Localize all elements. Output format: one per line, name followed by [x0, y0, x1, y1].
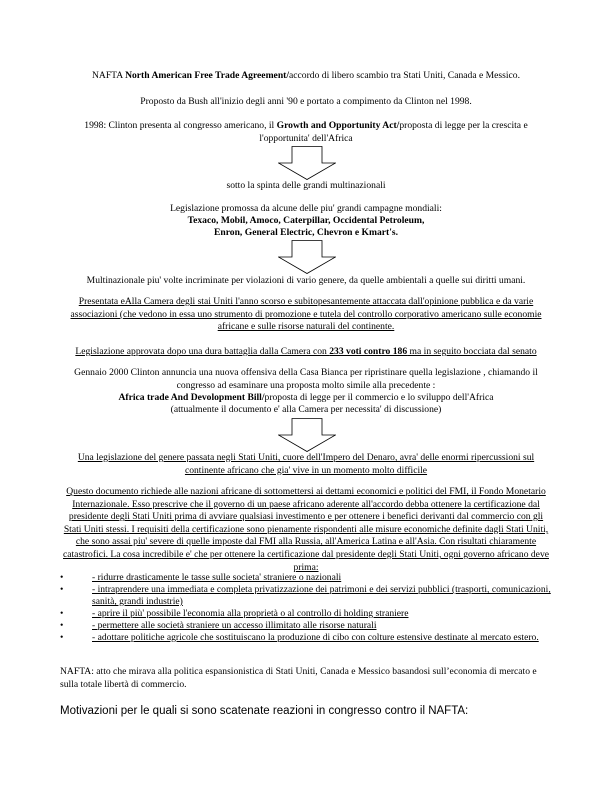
nafta-prefix: NAFTA	[91, 70, 126, 81]
growth-opportunity-act: Growth and Opportunity Act/	[276, 120, 400, 131]
bullet-icon: •	[60, 620, 64, 631]
legislazione-genere-paragraph: Una legislazione del genere passata negli Stati Uniti, cuore dell'Impero del Denaro, avra' delle enormi ripercussioni sul continente africano che gia' vive in un momento molto difficile	[77, 452, 535, 476]
approvata-suffix: ma in seguito bocciata dal senato	[407, 346, 537, 357]
nafta-heading	[60, 70, 552, 83]
list-item-text: - ridurre drasticamente le tasse sulle societa' straniere o nazionali	[92, 572, 342, 583]
legislazione-intro: Legislazione promossa da alcune delle piu' grandi campagne mondiali:	[170, 203, 442, 214]
nafta-description: accordo di libero scambio tra Stati Uniti, Canada e Messico.	[289, 70, 521, 81]
votes-count: 233 voti contro 186	[329, 346, 408, 357]
down-arrow-icon	[278, 146, 336, 180]
list-item	[60, 608, 552, 620]
list-item	[60, 584, 552, 608]
africa-trade-bill-desc: proposta di legge per il commercio e lo sviluppo dell'Africa	[264, 392, 494, 403]
nafta-definition: NAFTA: atto che mirava alla politica espansionistica di Stati Uniti, Canada e Messico basandosi sull’economia di mercato e sulla totale libertà di commercio.	[60, 666, 537, 690]
nafta-full-name: North American Free Trade Agreement/	[125, 70, 290, 81]
companies-line-2: Enron, General Electric, Chevron e Kmart's.	[213, 227, 399, 238]
list-item-text: - adottare politiche agricole che sostituiscano la produzione di cibo con colture estensive destinate al mercato estero.	[92, 632, 539, 643]
presentata-paragraph: Presentata eAlla Camera degli stai Uniti l'anno scorso e subitopesantemente attaccata dall'opinione pubblica e da varie associazioni (che vedono in essa uno strumento di promozione e tutela del controllo corporativo americano sulle economie africane e sulle risorse naturali del continente.	[70, 296, 542, 333]
list-item-text: - permettere alle società straniere un accesso illimitato alle risorse naturali	[92, 620, 377, 631]
down-arrow-icon	[278, 240, 336, 274]
clinton-1998-suffix: proposta di legge per la crescita e l'opportunita' dell'Africa	[259, 120, 528, 144]
list-item	[60, 620, 552, 632]
list-item-text: - intraprendere una immediata e completa privatizzazione dei patrimoni e dei servizi pubblici (trasporti, comunicazioni, sanità, grandi industrie)	[92, 584, 551, 607]
bullet-icon: •	[60, 608, 64, 619]
gennaio-2000-line-1: Gennaio 2000 Clinton annuncia una nuova offensiva della Casa Bianca per ripristinare quella legislazione , chiamando il congresso ad esaminare una proposta molto simile alla precedente :	[74, 367, 538, 391]
bullet-icon: •	[60, 572, 64, 583]
spinta-text: sotto la spinta delle grandi multinazionali	[226, 180, 386, 191]
requirements-list	[60, 572, 552, 644]
list-item	[60, 632, 552, 644]
motivazioni-heading: Motivazioni per le quali si sono scatenate reazioni in congresso contro il NAFTA:	[60, 705, 469, 717]
companies-line-1: Texaco, Mobil, Amoco, Caterpillar, Occidental Petroleum,	[187, 215, 425, 226]
down-arrow-icon	[278, 418, 336, 452]
gennaio-2000-line-2	[60, 392, 552, 405]
clinton-1998-paragraph	[60, 120, 552, 145]
bullet-icon: •	[60, 584, 64, 595]
bush-paragraph: Proposto da Bush all'inizio degli anni '90 e portato a compimento da Clinton nel 1998.	[140, 96, 472, 107]
approvata-prefix: Legislazione approvata dopo una dura battaglia dalla Camera con	[75, 346, 330, 357]
gennaio-2000-line-3: (attualmente il documento e' alla Camera per necessita' di discussione)	[170, 404, 442, 415]
clinton-1998-prefix: 1998: Clinton presenta al congresso americano, il	[84, 120, 277, 131]
multinazionale-text: Multinazionale piu' volte incriminate per violazioni di vario genere, da quelle ambientali a quelle sui diritti umani.	[86, 275, 526, 286]
documento-paragraph: Questo documento richiede alle nazioni africane di sottomettersi ai dettami economici e politici del FMI, il Fondo Monetario Internazionale. Esso prescrive che il governo di un paese africano aderente all'accordo debba ottenere la certificazione dal presidente degli Stati Uniti prima di avviare qualsiasi investimento e per ottenere i benefici derivanti dal commercio con gli Stati Uniti stessi. I requisiti della certificazione sono pienamente rispondenti alle misure economiche definite dagli Stati Uniti, che sono assai piu' severe di quelle imposte dal FMI alla Russia, all'America Latina e all'Asia. Con risultati chiaramente catastrofici. La cosa incredibile e' che per ottenere la certificazione dal presidente degli Stati Uniti, ogni governo africano deve prima:	[63, 486, 549, 573]
bullet-icon: •	[60, 632, 64, 643]
list-item	[60, 572, 552, 584]
list-item-text: - aprire il più' possibile l'economia alla proprietà o al controllo di holding straniere	[92, 608, 409, 619]
approvata-paragraph	[60, 346, 552, 359]
africa-trade-bill: Africa trade And Devolopment Bill/	[118, 392, 265, 403]
